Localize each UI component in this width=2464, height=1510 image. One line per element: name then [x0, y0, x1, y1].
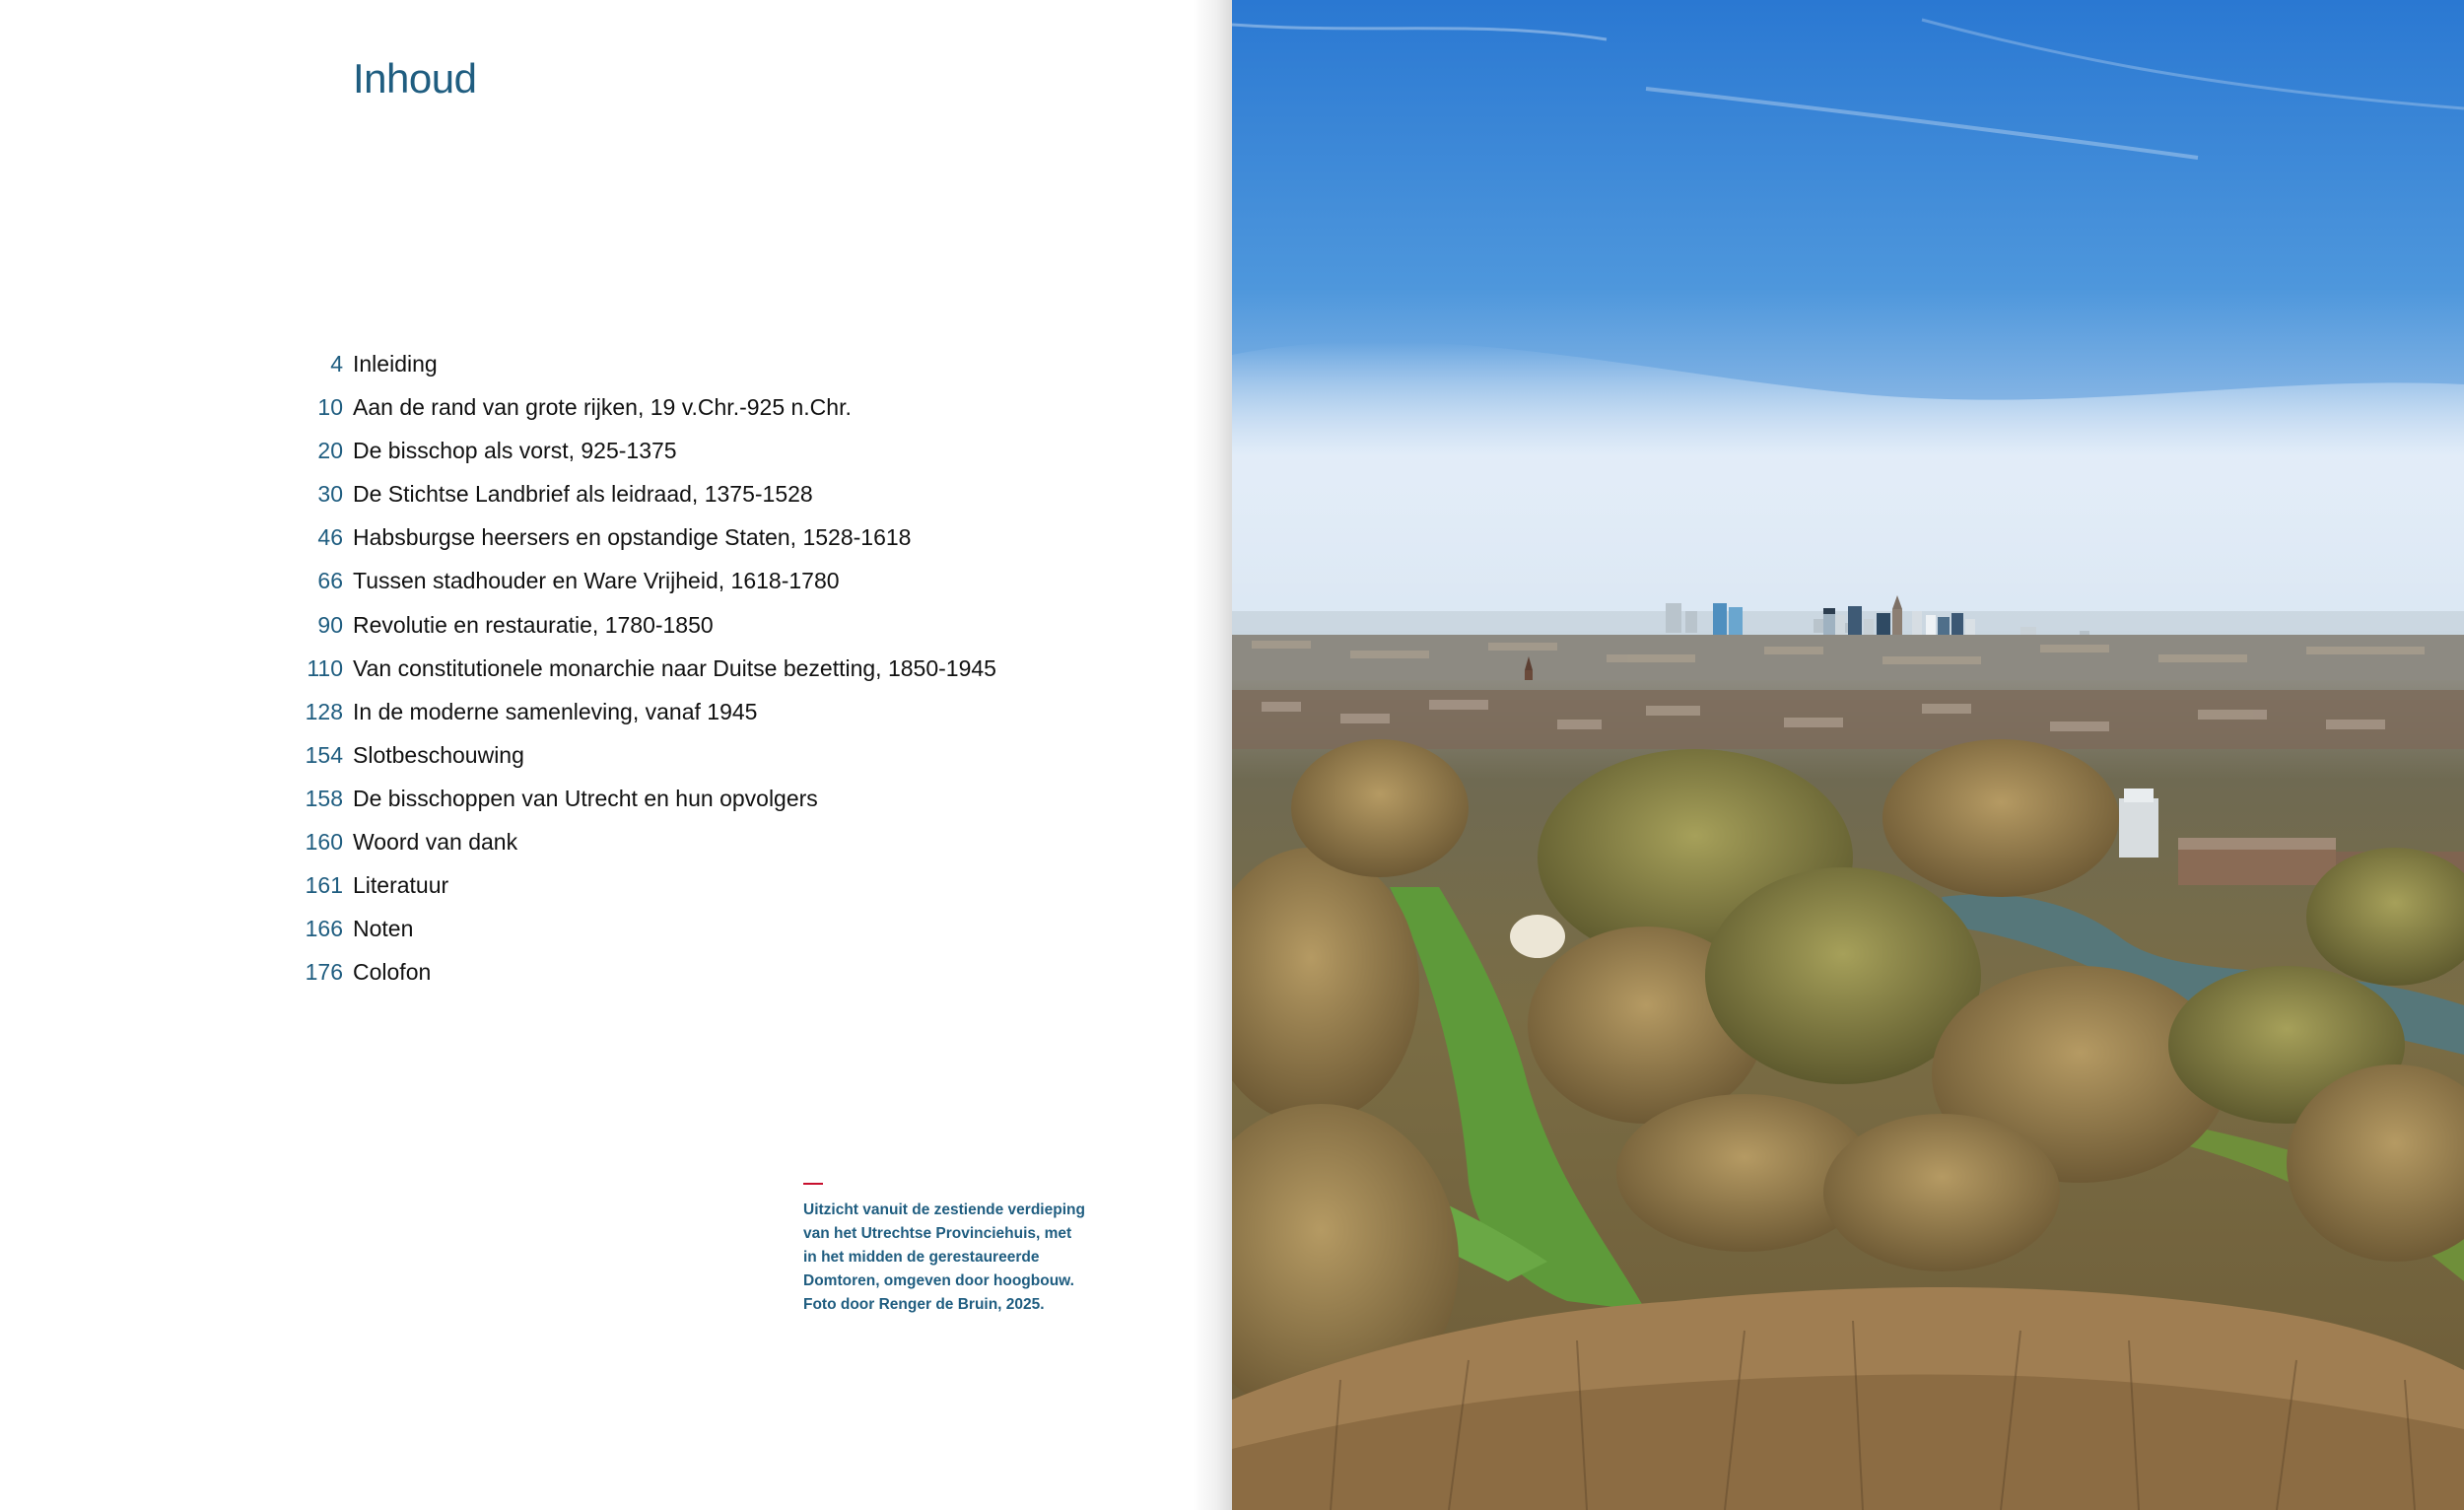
- toc-entry: [276, 786, 996, 829]
- toc-entry: [276, 394, 996, 438]
- toc-chapter-title: Literatuur: [353, 872, 449, 899]
- toc-entry: [276, 655, 996, 699]
- toc-chapter-title: Aan de rand van grote rijken, 19 v.Chr.-925 n.Chr.: [353, 394, 852, 421]
- toc-page-number: 10: [317, 394, 343, 421]
- toc-chapter-title: Slotbeschouwing: [353, 741, 524, 768]
- toc-chapter-title: Colofon: [353, 959, 432, 986]
- toc-chapter-title: De bisschop als vorst, 925-1375: [353, 438, 677, 464]
- toc-page-number: 46: [317, 524, 343, 551]
- toc-page-number: 158: [305, 785, 343, 811]
- toc-page-number: 160: [305, 829, 343, 856]
- toc-entry: [276, 612, 996, 655]
- toc-chapter-title: Habsburgse heersers en opstandige Staten, 1528-1618: [353, 524, 912, 551]
- toc-page-number: 66: [317, 568, 343, 594]
- toc-page-number: 110: [307, 654, 343, 681]
- toc-page-number: 166: [305, 916, 343, 942]
- toc-chapter-title: Noten: [353, 916, 414, 942]
- toc-entry: [276, 568, 996, 611]
- toc-entry: [276, 742, 996, 786]
- page-title: Inhoud: [353, 55, 477, 102]
- toc-page-number: 20: [317, 438, 343, 464]
- toc-page-number: 154: [305, 741, 343, 768]
- toc-chapter-title: De Stichtse Landbrief als leidraad, 1375-1528: [353, 481, 813, 508]
- toc-entry: [276, 959, 996, 1002]
- toc-page-number: 90: [317, 611, 343, 638]
- toc-chapter-title: Revolutie en restauratie, 1780-1850: [353, 611, 714, 638]
- caption-line: Domtoren, omgeven door hoogbouw.: [803, 1272, 1074, 1289]
- photo-caption: [803, 1183, 1099, 1317]
- landscape-photo: [1232, 0, 2464, 1510]
- toc-entry: [276, 916, 996, 959]
- toc-page-number: 4: [330, 351, 343, 377]
- table-of-contents: [276, 351, 996, 1002]
- toc-entry: [276, 481, 996, 524]
- toc-entry: [276, 872, 996, 916]
- caption-text: [803, 1199, 1099, 1317]
- toc-entry: [276, 829, 996, 872]
- landscape-photo-illustration: [1232, 0, 2464, 1510]
- caption-line: Foto door Renger de Bruin, 2025.: [803, 1296, 1045, 1313]
- toc-page-number: 161: [305, 872, 343, 899]
- toc-page-number: 176: [305, 959, 343, 986]
- caption-line: Uitzicht vanuit de zestiende verdieping: [803, 1201, 1085, 1218]
- toc-chapter-title: Van constitutionele monarchie naar Duitse bezetting, 1850-1945: [353, 654, 996, 681]
- toc-page-number: 128: [305, 698, 343, 724]
- toc-page-number: 30: [317, 481, 343, 508]
- toc-chapter-title: De bisschoppen van Utrecht en hun opvolgers: [353, 785, 818, 811]
- toc-chapter-title: In de moderne samenleving, vanaf 1945: [353, 698, 758, 724]
- toc-entry: [276, 351, 996, 394]
- toc-entry: [276, 524, 996, 568]
- caption-line: in het midden de gerestaureerde: [803, 1249, 1040, 1266]
- caption-line: van het Utrechtse Provinciehuis, met: [803, 1225, 1072, 1242]
- toc-entry: [276, 438, 996, 481]
- toc-entry: [276, 699, 996, 742]
- toc-chapter-title: Inleiding: [353, 351, 438, 377]
- toc-chapter-title: Woord van dank: [353, 829, 518, 856]
- caption-rule: [803, 1183, 823, 1185]
- page-gutter-shadow: [1193, 0, 1232, 1510]
- toc-chapter-title: Tussen stadhouder en Ware Vrijheid, 1618-1780: [353, 568, 840, 594]
